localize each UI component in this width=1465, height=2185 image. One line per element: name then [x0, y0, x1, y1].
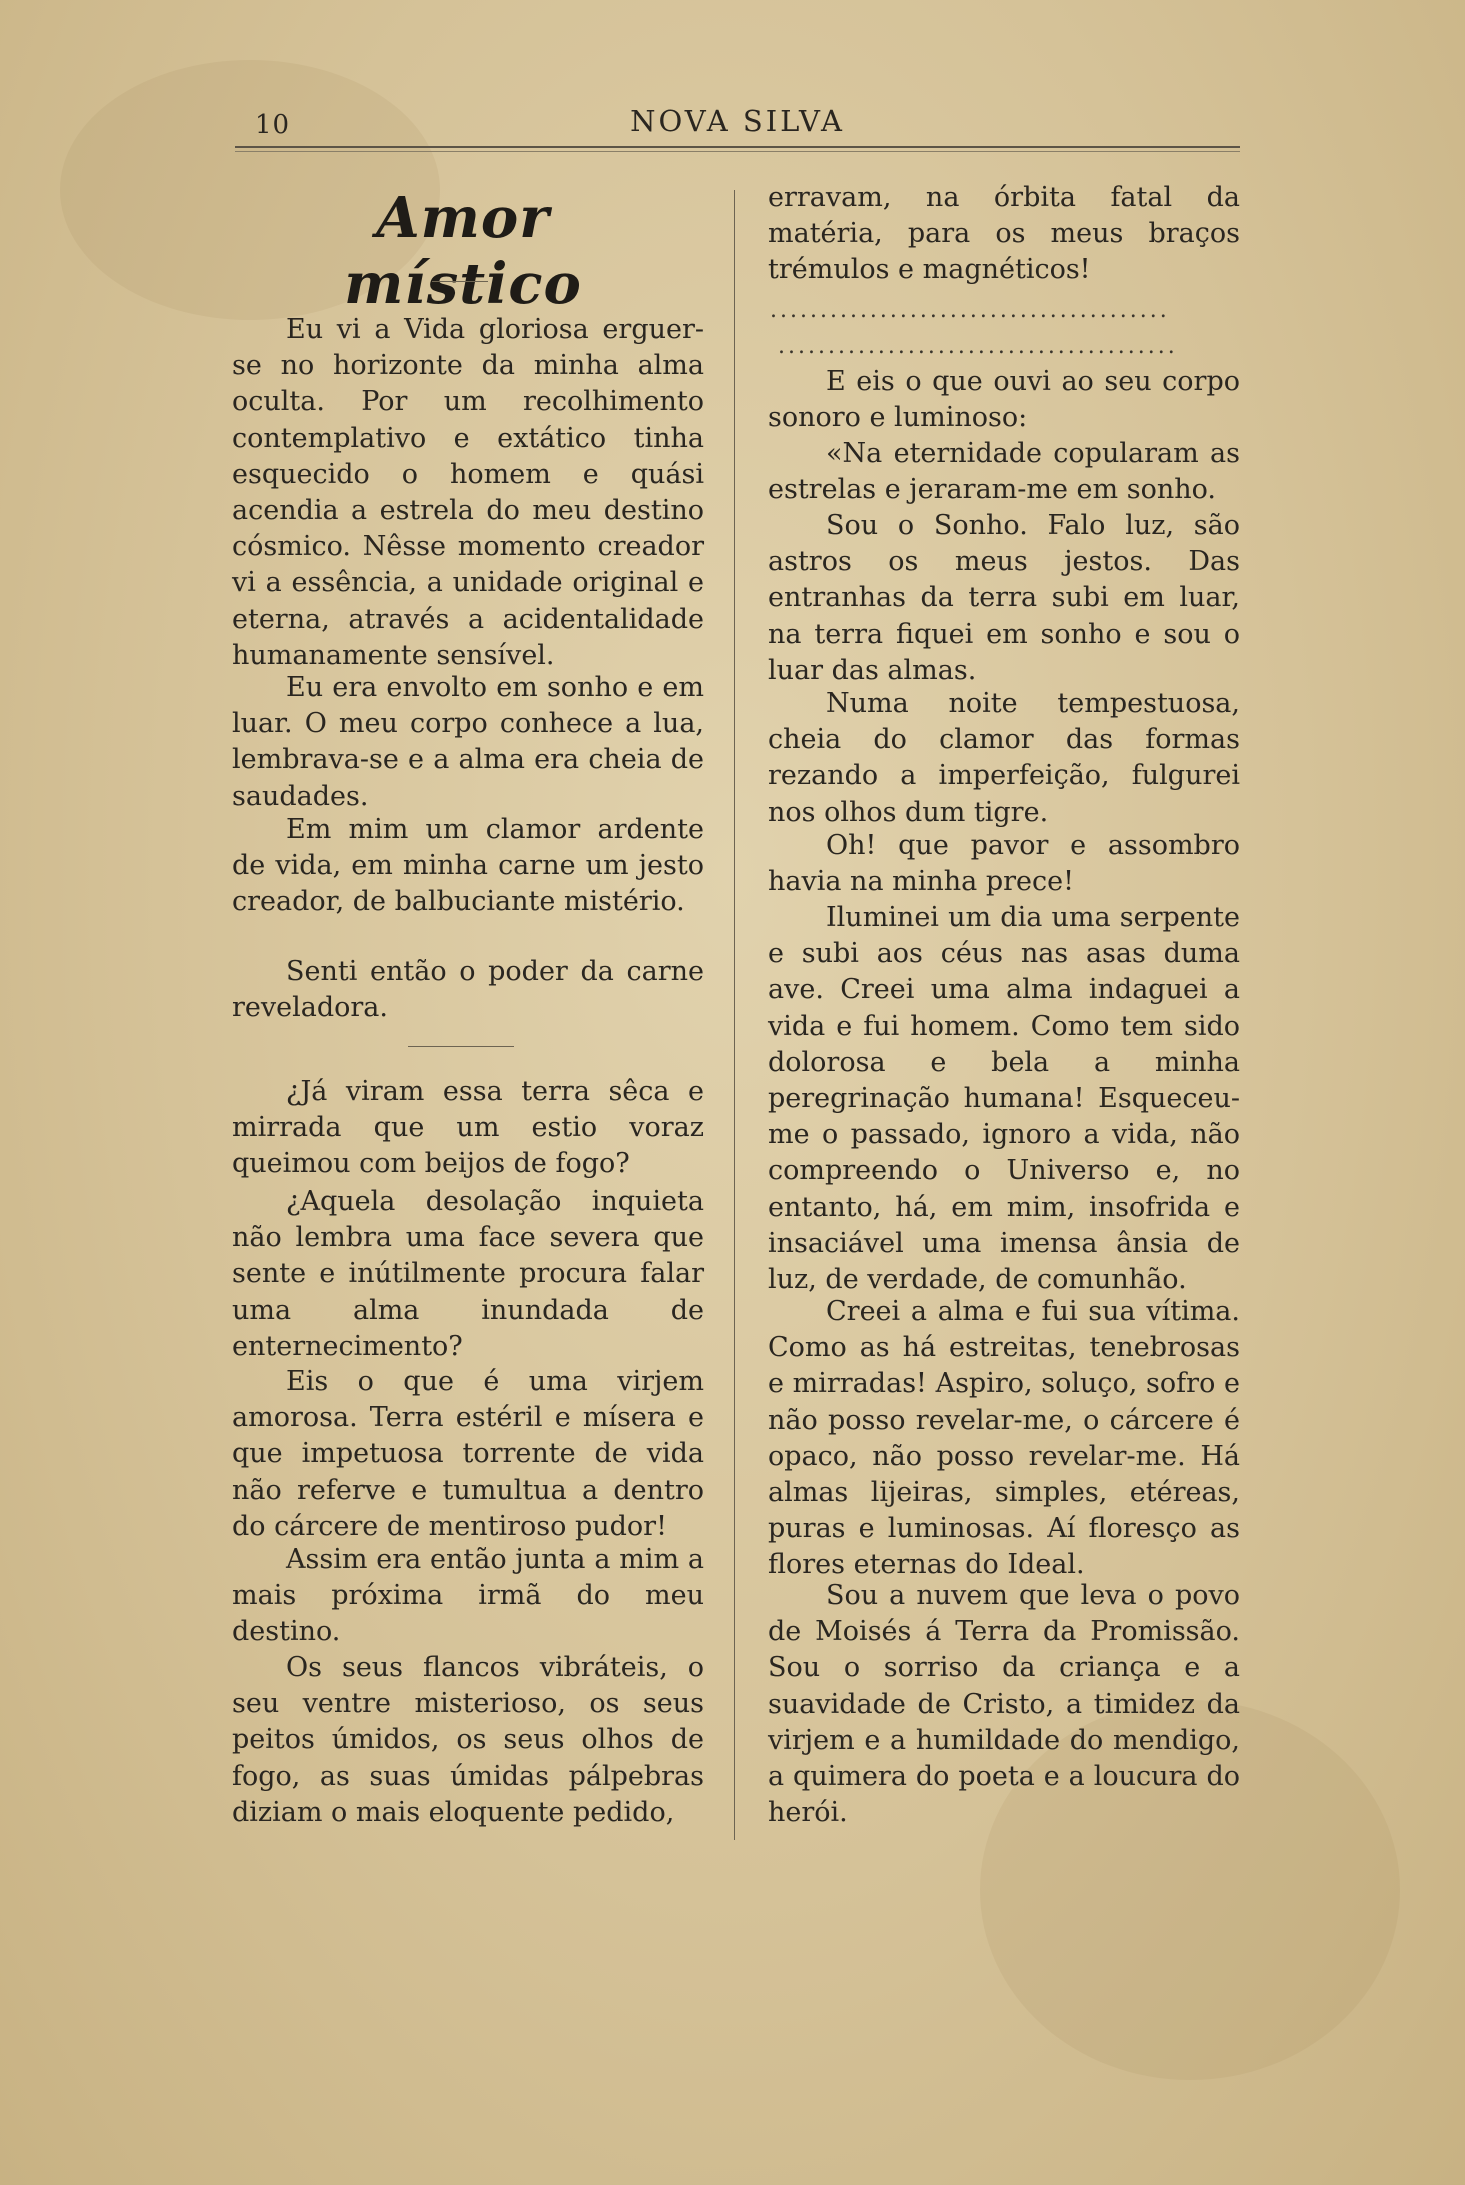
- paragraph: Iluminei um dia uma serpente e subi aos céus nas asas duma ave. Creei uma alma indaguei a vida e fui homem. Como tem sido dolorosa e bela a minha peregrinação humana! Esqueceu-me o passado, ignoro a vida, não compreendo o Universo e, no entanto, há, em mim, insofrida e insaciável uma imensa ânsia de luz, de verdade, de comunhão.: [768, 902, 1240, 1296]
- ellipsis-line: ........................................: [778, 334, 1178, 359]
- journal-title: NOVA SILVA: [630, 104, 845, 138]
- paragraph: «Na eternidade copularam as estrelas e jeraram-me em sonho.: [768, 438, 1240, 506]
- column-divider: [734, 190, 735, 1840]
- article-title: Amor místico: [344, 185, 582, 317]
- paragraph: Sou a nuvem que leva o povo de Moisés á Terra da Promissão. Sou o sorriso da criança e a suavidade de Cristo, a timidez da virjem e a humildade do mendigo, a quimera do poeta e a loucura do herói.: [768, 1580, 1240, 1829]
- header-rule-thin: [235, 151, 1240, 152]
- page-header: [235, 104, 1240, 140]
- paragraph: Eu vi a Vida gloriosa erguer-se no horizonte da minha alma oculta. Por um recolhimento contemplativo e extático tinha esquecido o homem e quási acendia a estrela do meu destino cósmico. Nêsse momento creador vi a essência, a unidade original e eterna, através a acidentalidade humanamente sensível.: [232, 314, 704, 671]
- paragraph: Oh! que pavor e assombro havia na minha prece!: [768, 830, 1240, 898]
- page-number: 10: [255, 110, 291, 140]
- paragraph: Sou o Sonho. Falo luz, são astros os meus jestos. Das entranhas da terra subi em luar, na terra fiquei em sonho e sou o luar das almas.: [768, 510, 1240, 686]
- header-rule: [235, 146, 1240, 148]
- paragraph: Senti então o poder da carne reveladora.: [232, 956, 704, 1024]
- paragraph: Creei a alma e fui sua vítima. Como as há estreitas, tenebrosas e mirradas! Aspiro, soluço, sofro e não posso revelar-me, o cárcere é opaco, não posso revelar-me. Há almas lijeiras, simples, etéreas, puras e luminosas. Aí floresço as flores eternas do Ideal.: [768, 1296, 1240, 1581]
- paragraph: Eis o que é uma virjem amorosa. Terra estéril e mísera e que impetuosa torrente de vida não referve e tumultua a dentro do cárcere de mentiroso pudor!: [232, 1366, 704, 1542]
- paragraph: Numa noite tempestuosa, cheia do clamor das formas rezando a imperfeição, fulgurei nos olhos dum tigre.: [768, 688, 1240, 828]
- paragraph: Assim era então junta a mim a mais próxima irmã do meu destino.: [232, 1544, 704, 1648]
- paragraph: erravam, na órbita fatal da matéria, para os meus braços trémulos e magnéticos!: [768, 182, 1240, 286]
- paragraph: ¿Já viram essa terra sêca e mirrada que um estio voraz queimou com beijos de fogo?: [232, 1076, 704, 1180]
- section-rule: [408, 1046, 514, 1047]
- paragraph: E eis o que ouvi ao seu corpo sonoro e luminoso:: [768, 366, 1240, 434]
- title-rule: [432, 281, 488, 282]
- paragraph: Os seus flancos vibráteis, o seu ventre misterioso, os seus peitos úmidos, os seus olhos de fogo, as suas úmidas pálpebras diziam o mais eloquente pedido,: [232, 1652, 704, 1828]
- paragraph: Em mim um clamor ardente de vida, em minha carne um jesto creador, de balbuciante mistério.: [232, 814, 704, 918]
- paragraph: ¿Aquela desolação inquieta não lembra uma face severa que sente e inútilmente procura falar uma alma inundada de enternecimento?: [232, 1186, 704, 1362]
- ellipsis-line: ........................................: [770, 298, 1170, 323]
- paragraph: Eu era envolto em sonho e em luar. O meu corpo conhece a lua, lembrava-se e a alma era cheia de saudades.: [232, 672, 704, 812]
